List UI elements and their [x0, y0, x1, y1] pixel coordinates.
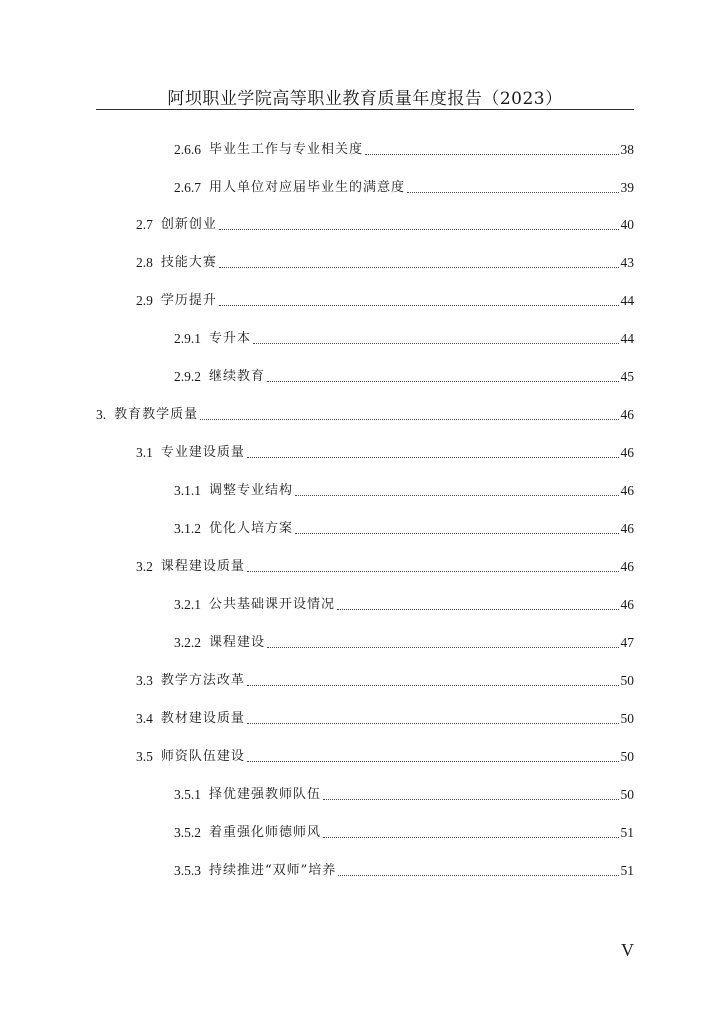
toc-leader-dots — [295, 533, 618, 534]
toc-page-number: 50 — [620, 787, 634, 802]
toc-leader-dots — [247, 761, 619, 762]
toc-title: 继续教育 — [209, 369, 266, 384]
toc-number: 2.6.7 — [174, 180, 201, 195]
toc-page-number: 39 — [620, 180, 634, 195]
toc-leader-dots — [247, 457, 619, 458]
toc-title: 技能大赛 — [160, 255, 217, 270]
toc-title: 优化人培方案 — [209, 521, 294, 536]
toc-leader-dots — [407, 192, 618, 193]
toc-page-number: 50 — [620, 673, 634, 688]
toc-page-number: 51 — [620, 863, 634, 878]
toc-leader-dots — [219, 267, 619, 268]
toc-page-number: 43 — [620, 255, 634, 270]
toc-number: 2.9 — [136, 293, 153, 308]
toc-page-number: 38 — [620, 142, 634, 157]
toc-leader-dots — [338, 875, 618, 876]
toc-entry[interactable] — [174, 176, 634, 196]
toc-title: 学历提升 — [160, 293, 217, 308]
toc-entry[interactable] — [136, 213, 634, 233]
toc-page-number: 46 — [620, 597, 634, 612]
toc-number: 3. — [96, 407, 107, 422]
toc-number: 2.9.1 — [174, 331, 201, 346]
toc-leader-dots — [247, 685, 619, 686]
toc-page-number: 46 — [620, 407, 634, 422]
toc-page-number: 46 — [620, 445, 634, 460]
toc-title: 师资队伍建设 — [160, 749, 245, 764]
toc-leader-dots — [247, 571, 619, 572]
toc-title: 课程建设质量 — [160, 559, 245, 574]
toc-title: 专升本 — [209, 331, 252, 346]
toc-entry[interactable] — [174, 859, 634, 879]
toc-leader-dots — [219, 305, 619, 306]
toc-leader-dots — [323, 799, 618, 800]
toc-page-number: 45 — [620, 369, 634, 384]
toc-entry[interactable] — [136, 745, 634, 765]
toc-number: 3.4 — [136, 711, 153, 726]
toc-number: 3.5 — [136, 749, 153, 764]
toc-title: 课程建设 — [209, 635, 266, 650]
toc-number: 3.3 — [136, 673, 153, 688]
toc-title: 教材建设质量 — [160, 711, 245, 726]
toc-entry[interactable] — [136, 555, 634, 575]
toc-page-number: 46 — [620, 483, 634, 498]
toc-leader-dots — [253, 343, 618, 344]
toc-leader-dots — [323, 837, 618, 838]
toc-number: 2.7 — [136, 217, 153, 232]
toc-title: 择优建强教师队伍 — [209, 787, 322, 802]
toc-title: 专业建设质量 — [160, 445, 245, 460]
toc-leader-dots — [200, 419, 618, 420]
toc-title: 用人单位对应届毕业生的满意度 — [209, 180, 406, 195]
toc-title: 教育教学质量 — [114, 407, 199, 422]
toc-number: 3.5.3 — [174, 863, 201, 878]
toc-title: 教学方法改革 — [160, 673, 245, 688]
toc-entry[interactable] — [136, 669, 634, 689]
toc-number: 3.2.1 — [174, 597, 201, 612]
toc-entry[interactable] — [136, 289, 634, 309]
toc-number: 3.2 — [136, 559, 153, 574]
toc-page-number: 44 — [620, 331, 634, 346]
toc-number: 3.1 — [136, 445, 153, 460]
toc-title: 毕业生工作与专业相关度 — [209, 142, 364, 157]
toc-entry[interactable] — [174, 783, 634, 803]
toc-leader-dots — [247, 723, 619, 724]
toc-entry[interactable] — [136, 441, 634, 461]
toc-title: 公共基础课开设情况 — [209, 597, 336, 612]
toc-entry[interactable] — [96, 403, 634, 423]
toc-leader-dots — [219, 229, 619, 230]
toc-page-number: 50 — [620, 749, 634, 764]
toc-number: 3.5.2 — [174, 825, 201, 840]
toc-entry[interactable] — [174, 821, 634, 841]
toc-entry[interactable] — [174, 631, 634, 651]
toc-leader-dots — [267, 647, 618, 648]
toc-title: 着重强化师德师风 — [209, 825, 322, 840]
toc-number: 3.1.1 — [174, 483, 201, 498]
toc-page-number: 47 — [620, 635, 634, 650]
toc-entry[interactable] — [174, 593, 634, 613]
toc-entry[interactable] — [174, 517, 634, 537]
toc-leader-dots — [337, 609, 618, 610]
toc-entry[interactable] — [136, 251, 634, 271]
toc-page-number: 46 — [620, 559, 634, 574]
toc-page-number: 50 — [620, 711, 634, 726]
page-number: V — [621, 940, 634, 960]
toc-entry[interactable] — [174, 479, 634, 499]
toc-page-number: 51 — [620, 825, 634, 840]
toc-entry[interactable] — [174, 138, 634, 158]
toc-leader-dots — [267, 381, 618, 382]
toc-page-number: 44 — [620, 293, 634, 308]
toc-leader-dots — [295, 495, 618, 496]
toc-title: 持续推进“双师”培养 — [209, 863, 337, 878]
toc-leader-dots — [365, 154, 618, 155]
toc-title: 调整专业结构 — [209, 483, 294, 498]
toc-number: 3.2.2 — [174, 635, 201, 650]
toc-number: 3.5.1 — [174, 787, 201, 802]
toc-entry[interactable] — [174, 365, 634, 385]
toc-number: 2.9.2 — [174, 369, 201, 384]
toc-number: 2.6.6 — [174, 142, 201, 157]
header-divider — [96, 109, 634, 110]
toc-title: 创新创业 — [160, 217, 217, 232]
toc-number: 3.1.2 — [174, 521, 201, 536]
page-header-title: 阿坝职业学院高等职业教育质量年度报告（2023） — [167, 89, 563, 109]
toc-page-number: 40 — [620, 217, 634, 232]
toc-entry[interactable] — [136, 707, 634, 727]
toc-number: 2.8 — [136, 255, 153, 270]
toc-entry[interactable] — [174, 327, 634, 347]
toc-page-number: 46 — [620, 521, 634, 536]
